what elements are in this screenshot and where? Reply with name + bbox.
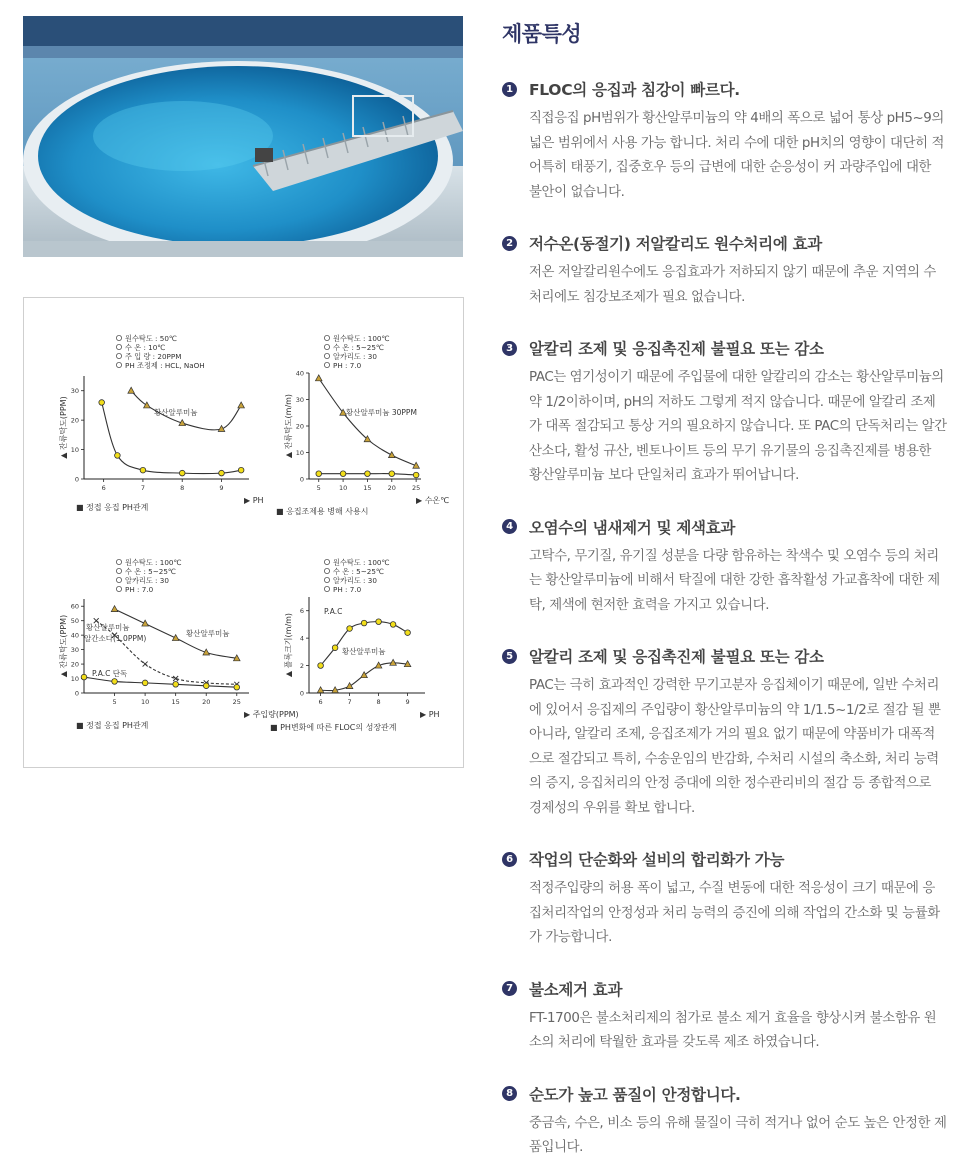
x-tick-label: 20 [202, 698, 211, 706]
data-point-triangle [361, 672, 368, 678]
feature-title [502, 516, 947, 538]
data-point-circle [365, 471, 371, 477]
condition-label: PH 조정제 : HCL, NaOH [125, 361, 205, 370]
feature-6 [502, 848, 947, 951]
y-tick-label: 0 [74, 689, 79, 698]
feature-title-text: 알칼리 조제 및 응집촉진제 불필요 또는 감소 [529, 648, 824, 666]
data-point-triangle [238, 402, 245, 408]
y-tick-label: 0 [299, 689, 304, 698]
condition-label: 원수탁도 : 50℃ [125, 334, 177, 343]
condition-bullet-icon [324, 335, 329, 340]
feature-3 [502, 337, 947, 489]
feature-title-text: 순도가 높고 품질이 안정합니다. [529, 1085, 741, 1104]
feature-desc: 직접응집 pH범위가 황산알루미늄의 약 4배의 폭으로 넓어 통상 pH5~9의 넓은 범위에서 사용 가능 합니다. 처리 수에 대한 pH치의 영향이 대단히 적어특히 태풍기, 집중호우 등의 급변에 대한 순응성이 커 과량주입에 대한 불안이 없습니다. [529, 111, 945, 200]
series-line [321, 622, 408, 666]
x-tick-label: 6 [101, 484, 106, 492]
x-tick-label: 7 [140, 484, 145, 492]
y-tick-label: 30 [70, 387, 79, 396]
data-point-triangle [317, 687, 324, 693]
y-tick-label: 30 [295, 396, 304, 404]
data-point-circle [203, 683, 209, 689]
condition-label: 수 온 : 10℃ [125, 343, 166, 352]
series-annotation: 황산알루미늄 [154, 408, 198, 417]
number-badge-icon: 4 [502, 519, 517, 534]
feature-2 [502, 232, 947, 310]
feature-desc: 중금속, 수은, 비소 등의 유해 물질이 극히 적거나 없어 순도 높은 안정한 제품입니다. [529, 1115, 947, 1155]
data-point-circle [405, 630, 411, 636]
y-tick-label: 10 [295, 449, 304, 457]
chart-caption: ■ PH변화에 따른 FLOC의 성장관계 [270, 723, 397, 732]
condition-bullet-icon [324, 353, 329, 358]
y-tick-label: 50 [70, 617, 79, 626]
x-tick-label: 20 [387, 484, 396, 492]
data-point-circle [179, 470, 185, 476]
feature-title [502, 337, 947, 359]
data-point-circle [142, 680, 148, 686]
y-tick-label: 10 [70, 446, 79, 455]
x-axis-label: ▶ 주입량(PPM) [244, 710, 299, 719]
y-tick-label: 6 [299, 607, 304, 616]
condition-bullet-icon [116, 344, 121, 349]
data-point-circle [318, 663, 324, 669]
y-axis-label: ▲ 잔류탁도(PPM) [59, 396, 68, 459]
condition-label: PH : 7.0 [125, 585, 154, 594]
chart-caption: ■ 정접 응집 PH관계 [76, 721, 149, 730]
product-features [502, 18, 947, 1161]
condition-label: 알카리도 : 30 [333, 352, 377, 361]
feature-title-text: 불소제거 효과 [529, 980, 623, 999]
condition-label: 주 입 량 : 20PPM [125, 352, 182, 361]
y-tick-label: 20 [295, 422, 304, 431]
feature-title [502, 1083, 947, 1105]
series-annotation: P.A.C 단독 [92, 669, 128, 678]
data-point-circle [389, 471, 395, 477]
data-point-circle [99, 400, 105, 406]
feature-1 [502, 78, 947, 205]
data-point-circle [361, 620, 367, 626]
number-badge-icon: 3 [502, 341, 517, 356]
condition-bullet-icon [116, 586, 121, 591]
x-tick-label: 6 [318, 698, 323, 706]
y-tick-label: 40 [295, 369, 304, 378]
feature-title-text: 오염수의 냄새제거 및 제색효과 [529, 518, 736, 537]
x-tick-label: 25 [232, 698, 241, 706]
data-point-circle [173, 682, 179, 688]
data-point-circle [238, 467, 244, 473]
data-point-triangle [388, 452, 395, 458]
condition-bullet-icon [116, 568, 121, 573]
data-point-triangle [128, 387, 135, 393]
x-tick-label: 9 [405, 698, 410, 706]
data-point-triangle [144, 402, 151, 408]
feature-title-text: 작업의 단순화와 설비의 합리화가 가능 [529, 851, 785, 869]
feature-desc: 고탁수, 무기질, 유기질 성분을 다량 함유하는 착색수 및 오염수 등의 처리는 황산알루미늄에 비해서 탁질에 대한 강한 흡착활성 가교흡착에 대한 제탁, 제색에 현저한 효력을 가지고 있습니다. [529, 548, 940, 613]
feature-4 [502, 516, 947, 619]
condition-label: 원수탁도 : 100℃ [333, 558, 390, 567]
condition-bullet-icon [116, 353, 121, 358]
x-tick-label: 10 [140, 698, 150, 706]
condition-bullet-icon [116, 559, 121, 564]
data-point-circle [347, 626, 353, 632]
x-axis-label: ▶ PH [244, 496, 264, 505]
feature-title [502, 978, 947, 1000]
y-tick-label: 0 [299, 475, 304, 484]
y-tick-label: 10 [70, 675, 79, 684]
condition-bullet-icon [324, 577, 329, 582]
data-point-circle [332, 645, 338, 651]
condition-label: 알카리도 : 30 [125, 576, 169, 585]
series-annotation: 황산알루미늄 [86, 623, 130, 632]
condition-label: PH : 7.0 [333, 585, 362, 594]
feature-desc: 적정주입량의 허용 폭이 넓고, 수질 변동에 대한 적응성이 크기 때문에 응집처리작업의 안정성과 처리 능력의 증진에 의해 작업의 간소화 및 능률화가 가능합니다. [529, 881, 940, 945]
series-annotation: P.A.C [324, 607, 343, 616]
feature-title [502, 645, 947, 667]
number-badge-icon: 8 [502, 1086, 517, 1101]
feature-desc: FT-1700은 불소처리제의 첨가로 불소 제거 효율을 향상시켜 불소함유 원소의 처리에 탁월한 효과를 갖도록 제조 하였습니다. [529, 1010, 937, 1050]
data-point-triangle [111, 606, 118, 612]
x-tick-label: 5 [316, 484, 321, 492]
feature-title [502, 848, 947, 870]
data-point-circle [390, 622, 396, 628]
number-badge-icon: 2 [502, 236, 517, 251]
x-tick-label: 8 [376, 698, 381, 706]
series-line [84, 677, 237, 687]
series-line [319, 378, 416, 465]
data-point-circle [115, 453, 121, 459]
feature-title [502, 232, 947, 254]
condition-bullet-icon [324, 568, 329, 573]
condition-bullet-icon [324, 586, 329, 591]
data-point-circle [140, 467, 146, 473]
feature-desc: PAC는 염기성이기 때문에 주입물에 대한 알칼리의 감소는 황산알루미늄의 약 1/2이하이며, pH의 저하도 그렇게 적지 않습니다. 때문에 알칼리 조제가 대폭 절감되고 통상 거의 필요하지 않습니다. 또 PAC의 단독처리는 알간 산소다, 활성 규산, 벤토나이트 등의 무기 유기물의 응집촉진제를 병용한 황산알루미늄 보다 단일처리 효과가 뛰어납니다. [529, 370, 947, 483]
y-tick-label: 20 [70, 416, 79, 425]
x-axis-label: ▶ PH [420, 710, 440, 719]
y-tick-label: 60 [70, 602, 79, 611]
data-point-triangle [346, 683, 353, 689]
data-point-triangle [315, 375, 322, 381]
series-annotation: 황산알루미늄 [342, 647, 386, 656]
series-annotation: 황산알루미늄 30PPM [346, 408, 417, 417]
x-tick-label: 9 [219, 484, 224, 492]
number-badge-icon: 1 [502, 82, 517, 97]
feature-title-text: FLOC의 응집과 침강이 빠르다. [529, 81, 740, 99]
charts-svg [24, 298, 463, 767]
x-axis-label: ▶ 수온℃ [416, 496, 450, 505]
charts-panel [23, 297, 464, 768]
condition-label: 수 온 : 5~25℃ [333, 343, 384, 352]
condition-label: PH : 7.0 [333, 361, 362, 370]
y-axis-label: ▲ 잔류탁도(PPM) [59, 614, 68, 678]
number-badge-icon: 6 [502, 852, 517, 867]
section-title: 제품특성 [502, 22, 582, 46]
series-annotation: 황산알루미늄 [186, 629, 230, 638]
data-point-circle [340, 471, 346, 477]
y-tick-label: 4 [299, 634, 304, 643]
x-tick-label: 7 [347, 698, 352, 706]
x-tick-label: 15 [171, 698, 180, 706]
feature-desc: 저온 저알칼리원수에도 응집효과가 저하되지 않기 때문에 추운 지역의 수처리에도 침강보조제가 필요 없습니다. [529, 265, 936, 305]
condition-bullet-icon [324, 559, 329, 564]
condition-label: 수 온 : 5~25℃ [125, 567, 176, 576]
feature-5 [502, 645, 947, 821]
condition-label: 원수탁도 : 100℃ [333, 334, 390, 343]
y-tick-label: 40 [70, 631, 79, 640]
condition-bullet-icon [116, 577, 121, 582]
condition-label: 원수탁도 : 100℃ [125, 558, 182, 567]
data-point-x [143, 662, 148, 667]
chart-caption: ■ 정접 응집 PH관계 [76, 503, 149, 512]
x-tick-label: 15 [363, 484, 372, 492]
y-tick-label: 30 [70, 646, 79, 655]
x-tick-label: 25 [411, 484, 421, 492]
data-point-circle [316, 471, 322, 477]
feature-8 [502, 1083, 947, 1161]
feature-title-text: 알칼리 조제 및 응집촉진제 불필요 또는 감소 [529, 340, 824, 358]
data-point-circle [81, 674, 87, 680]
x-tick-label: 8 [180, 484, 185, 492]
chart-caption: ■ 응집조제용 병해 사용시 [276, 507, 369, 516]
y-tick-label: 0 [74, 475, 79, 484]
clarifier-photo [23, 16, 463, 257]
y-axis-label: ▲ 잔류탁도(m/m) [284, 393, 293, 459]
series-annotation: 알간소다(1.0PPM) [84, 634, 147, 643]
condition-label: 알카리도 : 30 [333, 576, 377, 585]
number-badge-icon: 5 [502, 649, 517, 664]
condition-bullet-icon [324, 362, 329, 367]
feature-title-text: 저수온(동절기) 저알칼리도 원수처리에 효과 [529, 235, 822, 253]
feature-desc: PAC는 극히 효과적인 강력한 무기고분자 응집체이기 때문에, 일반 수처리에 있어서 응집제의 주입량이 황산알루미늄의 약 1/1.5~1/2로 절감 될 뿐 아니라, 알칼리 조제, 응집조제가 거의 필요 없기 때문에 약품비가 대폭적으로 절감되고 특히, 수송운임의 반감화, 수처리 시설의 축소화, 처리 능력의 증지, 응집처리의 안정 증대에 의한 정수관리비의 절감 등 종합적으로 경제성의 우위를 확보 합니다. [529, 678, 941, 816]
condition-label: 수 온 : 5~25℃ [333, 567, 384, 576]
condition-bullet-icon [324, 344, 329, 349]
condition-bullet-icon [116, 362, 121, 367]
data-point-circle [413, 472, 419, 478]
feature-title [502, 78, 947, 100]
y-tick-label: 2 [299, 662, 304, 671]
feature-7 [502, 978, 947, 1056]
data-point-circle [376, 619, 382, 625]
data-point-circle [112, 679, 118, 685]
condition-bullet-icon [116, 335, 121, 340]
y-axis-label: ▲ 플록크기(m/m) [284, 612, 293, 678]
number-badge-icon: 7 [502, 981, 517, 996]
x-tick-label: 10 [338, 484, 348, 492]
data-point-circle [234, 684, 240, 690]
y-tick-label: 20 [70, 660, 79, 669]
data-point-circle [219, 470, 225, 476]
x-tick-label: 5 [112, 698, 117, 706]
